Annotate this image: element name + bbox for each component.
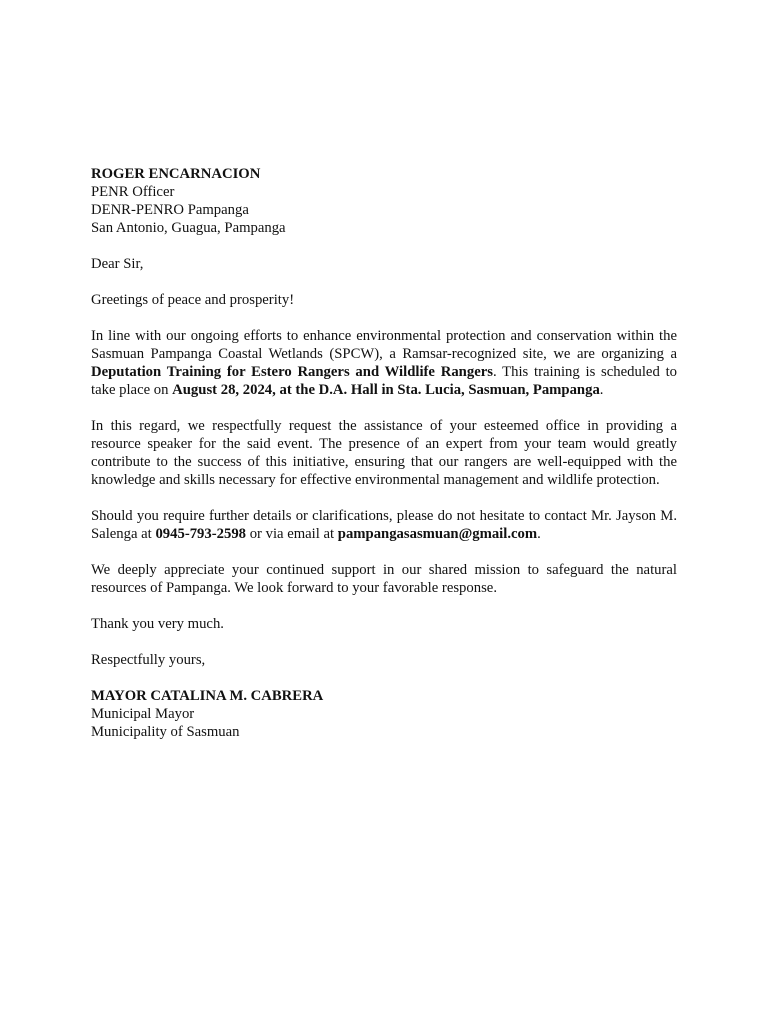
request-text: In this regard, we respectfully request the assistance of your esteemed office in providing a resource speaker for the said event. The presence of an expert from your team would greatly contribute to the success of this initiative, ensuring that our rangers are well-equipped with the knowledge and skills necessary for effective environmental management and wildlife protection. bbox=[91, 418, 677, 488]
contact-period: . bbox=[537, 526, 541, 542]
event-title: Deputation Training for Estero Rangers and Wildlife Rangers bbox=[91, 364, 493, 380]
recipient-block bbox=[91, 165, 677, 237]
contact-text: Should you require further details or clarifications, please do not hesitate to contact Mr. Jayson M. Salenga at bbox=[91, 508, 677, 542]
recipient-address: San Antonio, Guagua, Pampanga bbox=[91, 220, 286, 236]
letter-body bbox=[91, 165, 677, 741]
purpose-text: In line with our ongoing efforts to enhance environmental protection and conservation within the Sasmuan Pampanga Coastal Wetlands (SPCW), a Ramsar-recognized site, we are organizing a bbox=[91, 328, 677, 362]
signatory-title: Municipal Mayor bbox=[91, 706, 195, 722]
signatory-name: MAYOR CATALINA M. CABRERA bbox=[91, 688, 324, 704]
salutation: Dear Sir, bbox=[91, 256, 144, 272]
greeting: Greetings of peace and prosperity! bbox=[91, 292, 295, 308]
purpose-period: . bbox=[599, 382, 604, 398]
contact-email: pampangasasmuan@gmail.com bbox=[337, 526, 538, 542]
recipient-office: DENR-PENRO Pampanga bbox=[91, 202, 249, 218]
contact-email-text: or via email at bbox=[246, 526, 338, 542]
recipient-name: ROGER ENCARNACION bbox=[91, 166, 261, 182]
signatory-block bbox=[91, 687, 677, 741]
appreciation-text: We deeply appreciate your continued support in our shared mission to safeguard the natural resources of Pampanga. We look forward to your favorable response. bbox=[91, 562, 677, 596]
schedule-text: . This training is scheduled to take place on bbox=[91, 364, 677, 398]
signatory-office: Municipality of Sasmuan bbox=[91, 724, 240, 740]
event-date-venue: August 28, 2024, at the D.A. Hall in Sta. Lucia, Sasmuan, Pampanga bbox=[172, 382, 600, 398]
paragraph-contact bbox=[91, 507, 677, 543]
recipient-position: PENR Officer bbox=[91, 184, 175, 200]
closing-line: Respectfully yours, bbox=[91, 652, 206, 668]
paragraph-request bbox=[91, 417, 677, 489]
thanks-line: Thank you very much. bbox=[91, 616, 224, 632]
paragraph-appreciation bbox=[91, 561, 677, 597]
paragraph-purpose bbox=[91, 327, 677, 399]
contact-phone: 0945-793-2598 bbox=[155, 526, 247, 542]
